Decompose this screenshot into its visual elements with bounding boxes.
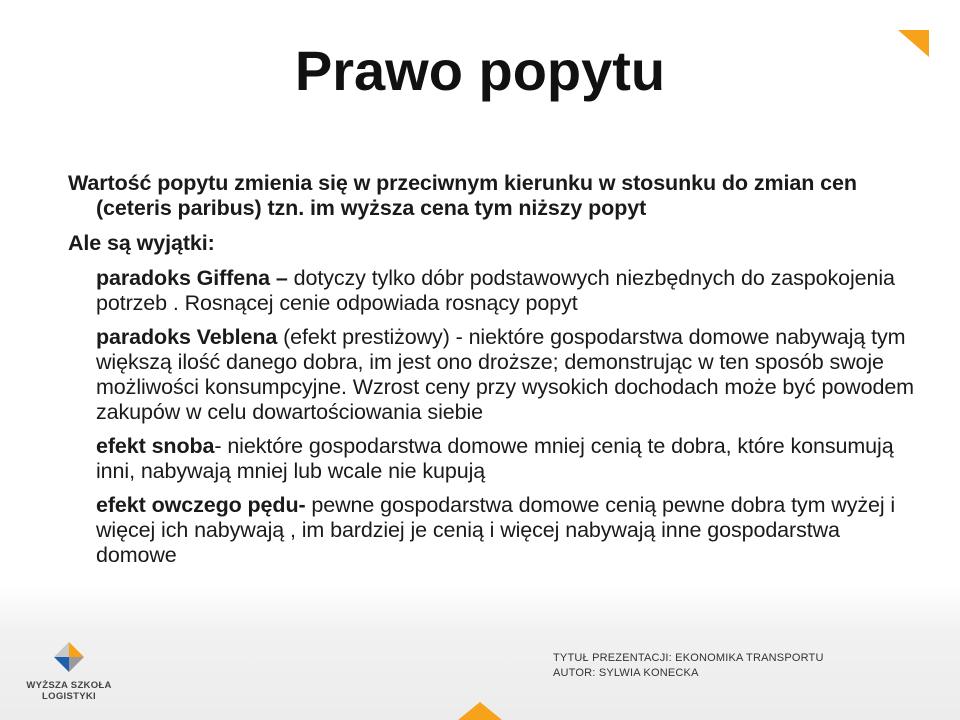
slide-content: [68, 171, 918, 577]
exception-item: [96, 266, 918, 316]
exception-term: efekt owczego pędu-: [96, 493, 306, 517]
exception-term: efekt snoba: [96, 434, 215, 458]
exception-item: [96, 325, 918, 425]
exception-item: [96, 434, 918, 484]
intro-paragraph: Wartość popytu zmienia się w przeciwnym kierunku w stosunku do zmian cen (ceteris paribus) tzn. im wyższa cena tym niższy popyt: [68, 171, 857, 220]
logo-line-1: WYŻSZA SZKOŁA: [26, 680, 112, 691]
exception-item: [96, 493, 918, 568]
presentation-title: TYTUŁ PREZENTACJI: EKONOMIKA TRANSPORTU: [553, 652, 824, 664]
presentation-meta: [553, 651, 824, 681]
exceptions-heading: Ale są wyjątki:: [68, 231, 215, 255]
exception-text: pewne gospodarstwa domowe cenią pewne dobra tym wyżej i więcej ich nabywają , im bardziej je cenią i więcej nabywają inne gospodarstwa domowe: [96, 493, 896, 567]
presentation-author: AUTOR: SYLWIA KONECKA: [553, 667, 699, 679]
bottom-triangle-icon: [458, 702, 502, 720]
logo-name: [14, 680, 124, 702]
logo-line-2: LOGISTYKI: [42, 691, 96, 702]
exception-term: paradoks Giffena –: [96, 266, 288, 290]
slide-title: Prawo popytu: [294, 39, 666, 102]
exception-term: paradoks Veblena: [96, 325, 278, 349]
school-logo: [14, 640, 124, 710]
exception-text: dotyczy tylko dóbr podstawowych niezbędnych do zaspokojenia potrzeb . Rosnącej cenie odpowiada rosnący popyt: [96, 266, 895, 315]
logo-mark-icon: [14, 640, 124, 680]
exception-text: - niektóre gospodarstwa domowe mniej cenią te dobra, które konsumują inni, nabywają mniej lub wcale nie kupują: [96, 434, 894, 483]
exception-text: (efekt prestiżowy) - niektóre gospodarstwa domowe nabywają tym większą ilość danego dobra, im jest ono droższe; demonstrując w ten sposób swoje możliwości konsumpcyjne. Wzrost ceny przy wysokich dochodach może być powodem zakupów w celu dowartościowania siebie: [96, 325, 914, 424]
